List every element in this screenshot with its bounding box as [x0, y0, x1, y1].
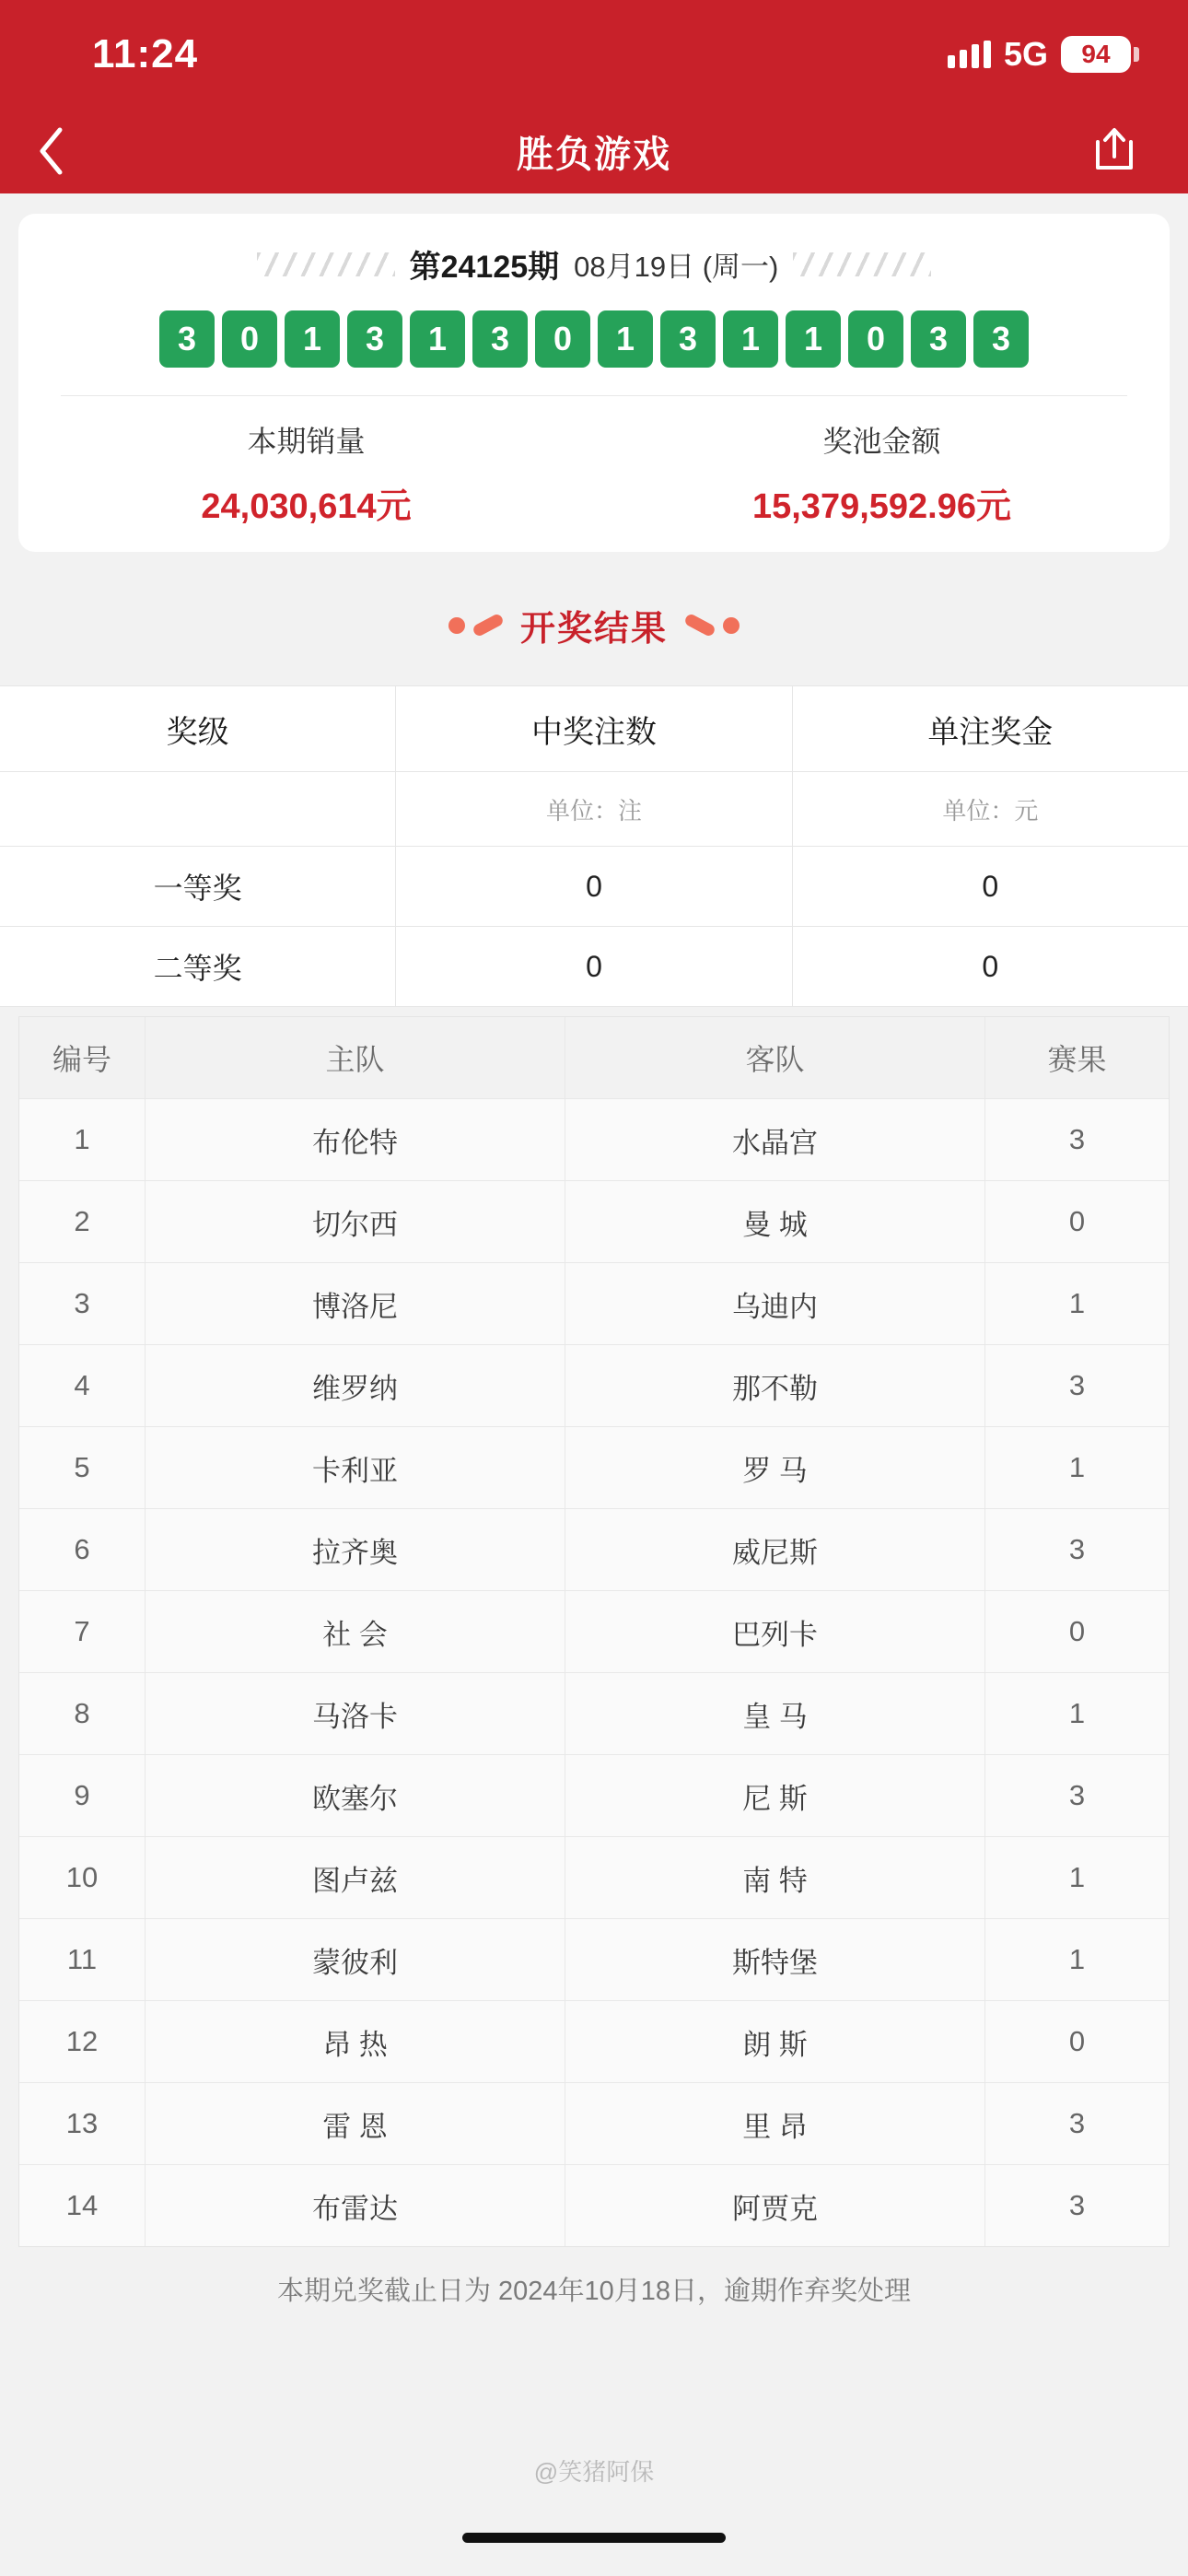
prize-header-count: 中奖注数 — [395, 686, 791, 771]
result-ball: 3 — [660, 310, 716, 368]
match-result: 3 — [984, 1509, 1169, 1590]
match-header-result: 赛果 — [984, 1017, 1169, 1098]
section-title-text: 开奖结果 — [519, 610, 668, 649]
match-result: 0 — [984, 2001, 1169, 2082]
table-row — [19, 1673, 1169, 1755]
match-result: 3 — [984, 2083, 1169, 2164]
signal-bars-icon — [948, 41, 991, 68]
pool-label: 奖池金额 — [822, 425, 941, 458]
result-ball: 0 — [848, 310, 903, 368]
match-no: 12 — [65, 2025, 99, 2057]
status-bar — [0, 0, 1188, 109]
match-away: 水晶宫 — [565, 1099, 984, 1180]
prize-table-header — [0, 686, 1188, 772]
match-result: 3 — [984, 1755, 1169, 1836]
sales-pool-stats — [18, 418, 1170, 528]
network-type-label: 5G — [1003, 35, 1048, 73]
match-result: 3 — [984, 1345, 1169, 1426]
match-result: 3 — [984, 1099, 1169, 1180]
match-table — [18, 1016, 1170, 2247]
match-result: 0 — [984, 1591, 1169, 1672]
match-no: 1 — [74, 1123, 90, 1155]
result-ball: 1 — [723, 310, 778, 368]
result-ball: 0 — [222, 310, 277, 368]
hatch-decoration-right — [793, 252, 931, 276]
match-no: 3 — [74, 1287, 90, 1319]
prize-table-units — [0, 772, 1188, 847]
battery-indicator: 94 — [1061, 36, 1131, 73]
table-row — [19, 1509, 1169, 1591]
match-no: 13 — [65, 2107, 99, 2139]
match-home: 马洛卡 — [145, 1673, 565, 1754]
match-no: 11 — [66, 1943, 98, 1975]
sales-value: 24,030,614元 — [201, 487, 412, 526]
card-divider — [61, 395, 1127, 396]
table-row — [19, 1755, 1169, 1837]
result-ball: 3 — [973, 310, 1029, 368]
match-no: 5 — [74, 1451, 90, 1483]
match-no: 4 — [74, 1369, 90, 1401]
match-away: 威尼斯 — [565, 1509, 984, 1590]
result-ball: 3 — [159, 310, 215, 368]
nav-bar — [0, 109, 1188, 193]
match-away: 曼 城 — [565, 1181, 984, 1262]
result-ball: 3 — [911, 310, 966, 368]
match-header-home: 主队 — [145, 1017, 565, 1098]
match-result: 1 — [984, 1837, 1169, 1918]
match-home: 拉齐奥 — [145, 1509, 565, 1590]
match-home: 维罗纳 — [145, 1345, 565, 1426]
match-away: 皇 马 — [565, 1673, 984, 1754]
back-button[interactable] — [0, 109, 101, 193]
table-row — [19, 1919, 1169, 2001]
table-row — [19, 1099, 1169, 1181]
prize-table — [0, 685, 1188, 1007]
table-row — [0, 847, 1188, 927]
match-away: 斯特堡 — [565, 1919, 984, 2000]
page-title: 胜负游戏 — [517, 134, 671, 175]
issue-date: 08月19日 (周一) — [574, 251, 779, 283]
table-row — [19, 2001, 1169, 2083]
match-away: 巴列卡 — [565, 1591, 984, 1672]
match-home: 昂 热 — [145, 2001, 565, 2082]
decoration-left-icon — [448, 617, 504, 634]
match-home: 布伦特 — [145, 1099, 565, 1180]
prize-unit-level — [0, 772, 395, 846]
result-ball: 3 — [472, 310, 528, 368]
match-home: 图卢兹 — [145, 1837, 565, 1918]
match-away: 里 昂 — [565, 2083, 984, 2164]
prize-count: 0 — [395, 847, 791, 926]
table-row — [19, 2083, 1169, 2165]
match-away: 阿贾克 — [565, 2165, 984, 2246]
table-row — [19, 1263, 1169, 1345]
match-result: 1 — [984, 1427, 1169, 1508]
prize-header-amount: 单注奖金 — [792, 686, 1188, 771]
prize-amount: 0 — [792, 847, 1188, 926]
prize-unit-amount: 单位：元 — [792, 772, 1188, 846]
result-ball: 0 — [535, 310, 590, 368]
home-indicator[interactable] — [462, 2533, 726, 2543]
match-no: 2 — [74, 1205, 90, 1237]
prize-header-level: 奖级 — [166, 714, 229, 750]
match-away: 罗 马 — [565, 1427, 984, 1508]
table-row — [19, 1345, 1169, 1427]
share-button[interactable] — [1085, 122, 1144, 181]
status-time: 11:24 — [92, 31, 199, 76]
share-icon — [1089, 123, 1140, 180]
result-ball: 1 — [285, 310, 340, 368]
issue-header — [18, 241, 1170, 287]
claim-deadline-note: 本期兑奖截止日为 2024年10月18日，逾期作弃奖处理 — [276, 2277, 912, 2306]
prize-count: 0 — [395, 927, 791, 1006]
table-row — [19, 1427, 1169, 1509]
table-row — [0, 927, 1188, 1007]
table-row — [19, 2165, 1169, 2246]
match-table-header — [19, 1017, 1169, 1099]
hatch-decoration-left — [257, 252, 395, 276]
match-home: 博洛尼 — [145, 1263, 565, 1344]
match-no: 7 — [74, 1615, 90, 1647]
decoration-right-icon — [684, 617, 740, 634]
match-away: 南 特 — [565, 1837, 984, 1918]
match-away: 那不勒 — [565, 1345, 984, 1426]
watermark: @笑猪阿保 — [533, 2458, 655, 2486]
match-home: 社 会 — [145, 1591, 565, 1672]
table-row — [19, 1837, 1169, 1919]
winning-numbers — [18, 310, 1170, 368]
match-no: 8 — [74, 1697, 90, 1729]
match-no: 14 — [65, 2189, 99, 2221]
result-ball: 1 — [598, 310, 653, 368]
prize-amount: 0 — [792, 927, 1188, 1006]
sales-label: 本期销量 — [247, 425, 366, 458]
result-ball: 3 — [347, 310, 402, 368]
match-result: 3 — [984, 2165, 1169, 2246]
match-away: 乌迪内 — [565, 1263, 984, 1344]
match-away: 朗 斯 — [565, 2001, 984, 2082]
match-away: 尼 斯 — [565, 1755, 984, 1836]
match-home: 蒙彼利 — [145, 1919, 565, 2000]
sales-stat — [18, 418, 594, 528]
table-row — [19, 1591, 1169, 1673]
match-home: 雷 恩 — [145, 2083, 565, 2164]
match-result: 0 — [984, 1181, 1169, 1262]
result-ball: 1 — [786, 310, 841, 368]
match-result: 1 — [984, 1263, 1169, 1344]
results-section-title — [0, 600, 1188, 650]
match-no: 6 — [74, 1533, 90, 1565]
match-home: 欧塞尔 — [145, 1755, 565, 1836]
result-ball: 1 — [410, 310, 465, 368]
pool-stat — [594, 418, 1170, 528]
match-result: 1 — [984, 1919, 1169, 2000]
draw-summary-card — [18, 214, 1170, 552]
match-header-no: 编号 — [52, 1043, 111, 1076]
pool-value: 15,379,592.96元 — [751, 487, 1011, 526]
prize-level: 一等奖 — [153, 872, 242, 905]
status-indicators — [948, 35, 1131, 74]
issue-number: 第24125期 — [409, 250, 560, 285]
match-result: 1 — [984, 1673, 1169, 1754]
chevron-left-icon — [37, 126, 64, 176]
match-home: 布雷达 — [145, 2165, 565, 2246]
match-no: 10 — [65, 1861, 99, 1893]
prize-level: 二等奖 — [153, 952, 242, 985]
prize-unit-count: 单位：注 — [395, 772, 791, 846]
match-header-away: 客队 — [565, 1017, 984, 1098]
match-no: 9 — [74, 1779, 90, 1811]
table-row — [19, 1181, 1169, 1263]
match-home: 卡利亚 — [145, 1427, 565, 1508]
match-home: 切尔西 — [145, 1181, 565, 1262]
